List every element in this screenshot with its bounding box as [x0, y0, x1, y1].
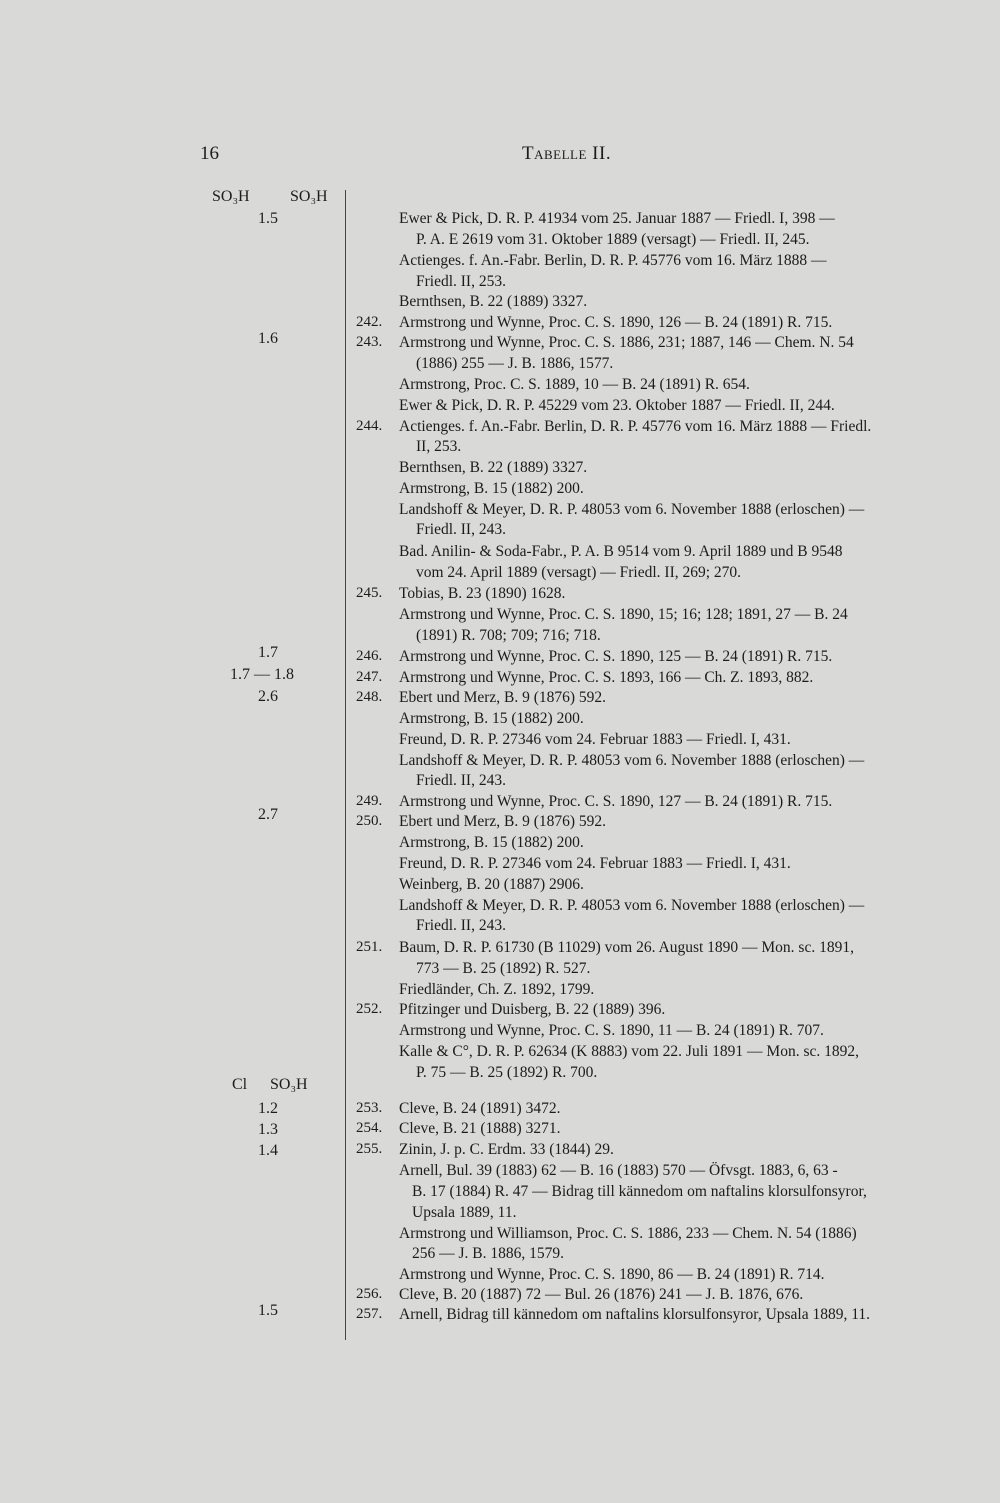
reference-line: Ebert und Merz, B. 9 (1876) 592. — [399, 689, 607, 706]
reference-line: Weinberg, B. 20 (1887) 2906. — [399, 876, 584, 893]
reference-line: Kalle & C°, D. R. P. 62634 (K 8883) vom 22. Juli 1891 — Mon. sc. 1892, — [399, 1043, 860, 1060]
entry-number: 250. — [356, 813, 383, 829]
entry-number: 247. — [356, 669, 383, 685]
column-head-so3h-3: SO₃H — [270, 1076, 308, 1093]
column-head-so3h-2: SO₃H — [290, 188, 328, 205]
position-label: 1.7 — [258, 644, 278, 661]
entry-number: 254. — [356, 1120, 383, 1136]
reference-line: Armstrong und Wynne, Proc. C. S. 1893, 166 — Ch. Z. 1893, 882. — [399, 669, 814, 686]
reference-line: Arnell, Bul. 39 (1883) 62 — B. 16 (1883) 570 — Öfvsgt. 1883, 6, 63 - — [399, 1162, 838, 1179]
position-label: 1.6 — [258, 330, 278, 347]
reference-line: Actienges. f. An.-Fabr. Berlin, D. R. P. 45776 vom 16. März 1888 — — [399, 252, 827, 269]
position-label: 2.7 — [258, 806, 278, 823]
reference-line: B. 17 (1884) R. 47 — Bidrag till kännedom om naftalins klorsulfonsyror, — [412, 1183, 867, 1200]
reference-line: Landshoff & Meyer, D. R. P. 48053 vom 6. November 1888 (erloschen) — — [399, 501, 865, 518]
reference-line: Armstrong und Wynne, Proc. C. S. 1890, 86 — B. 24 (1891) R. 714. — [399, 1266, 825, 1283]
reference-line: Baum, D. R. P. 61730 (B 11029) vom 26. August 1890 — Mon. sc. 1891, — [399, 939, 854, 956]
reference-line: 256 — J. B. 1886, 1579. — [412, 1245, 564, 1262]
reference-line: Ewer & Pick, D. R. P. 41934 vom 25. Januar 1887 — Friedl. I, 398 — — [399, 210, 835, 227]
reference-line: Armstrong und Wynne, Proc. C. S. 1890, 127 — B. 24 (1891) R. 715. — [399, 793, 833, 810]
entry-number: 255. — [356, 1141, 383, 1157]
entry-number: 246. — [356, 648, 383, 664]
reference-line: Bernthsen, B. 22 (1889) 3327. — [399, 293, 588, 310]
column-head-cl: Cl — [232, 1076, 248, 1093]
reference-line: Cleve, B. 21 (1888) 3271. — [399, 1120, 561, 1137]
reference-line: Freund, D. R. P. 27346 vom 24. Februar 1883 — Friedl. I, 431. — [399, 731, 791, 748]
entry-number: 253. — [356, 1100, 383, 1116]
reference-line: Armstrong und Wynne, Proc. C. S. 1886, 231; 1887, 146 — Chem. N. 54 — [399, 334, 854, 351]
entry-number: 252. — [356, 1001, 383, 1017]
reference-line: Actienges. f. An.-Fabr. Berlin, D. R. P. 45776 vom 16. März 1888 — Friedl. — [399, 418, 872, 435]
entry-number: 245. — [356, 585, 383, 601]
position-label: 1.2 — [258, 1100, 278, 1117]
reference-line: Arnell, Bidrag till kännedom om naftalins klorsulfonsyror, Upsala 1889, 11. — [399, 1306, 871, 1323]
position-label: 1.3 — [258, 1121, 278, 1138]
reference-line: Ebert und Merz, B. 9 (1876) 592. — [399, 813, 607, 830]
position-label: 1.5 — [258, 210, 278, 227]
reference-line: Freund, D. R. P. 27346 vom 24. Februar 1883 — Friedl. I, 431. — [399, 855, 791, 872]
reference-line: Friedl. II, 243. — [416, 521, 506, 538]
reference-line: Upsala 1889, 11. — [412, 1204, 517, 1221]
reference-line: Armstrong und Williamson, Proc. C. S. 1886, 233 — Chem. N. 54 (1886) — [399, 1225, 857, 1242]
entry-number: 242. — [356, 314, 383, 330]
page-number: 16 — [200, 143, 219, 164]
page-title: Tabelle II. — [522, 143, 612, 164]
reference-line: Tobias, B. 23 (1890) 1628. — [399, 585, 566, 602]
reference-line: Ewer & Pick, D. R. P. 45229 vom 23. Oktober 1887 — Friedl. II, 244. — [399, 397, 835, 414]
entry-number: 251. — [356, 939, 383, 955]
reference-line: Zinin, J. p. C. Erdm. 33 (1844) 29. — [399, 1141, 614, 1158]
reference-line: Friedl. II, 253. — [416, 273, 506, 290]
reference-line: Armstrong und Wynne, Proc. C. S. 1890, 126 — B. 24 (1891) R. 715. — [399, 314, 833, 331]
reference-line: Cleve, B. 24 (1891) 3472. — [399, 1100, 561, 1117]
entry-number: 249. — [356, 793, 383, 809]
reference-line: Bad. Anilin- & Soda-Fabr., P. A. B 9514 vom 9. April 1889 und B 9548 — [399, 543, 843, 560]
column-head-so3h-1: SO₃H — [212, 188, 250, 205]
position-label: 1.5 — [258, 1302, 278, 1319]
column-divider — [345, 190, 346, 1340]
reference-line: Landshoff & Meyer, D. R. P. 48053 vom 6. November 1888 (erloschen) — — [399, 752, 865, 769]
reference-line: Armstrong, B. 15 (1882) 200. — [399, 834, 584, 851]
position-label: 1.4 — [258, 1142, 278, 1159]
reference-line: (1886) 255 — J. B. 1886, 1577. — [416, 355, 614, 372]
reference-line: 773 — B. 25 (1892) R. 527. — [416, 960, 591, 977]
reference-line: Pfitzinger und Duisberg, B. 22 (1889) 396. — [399, 1001, 666, 1018]
reference-line: Friedl. II, 243. — [416, 917, 506, 934]
reference-line: Armstrong und Wynne, Proc. C. S. 1890, 15; 16; 128; 1891, 27 — B. 24 — [399, 606, 848, 623]
entry-number: 244. — [356, 418, 383, 434]
reference-line: II, 253. — [416, 438, 462, 455]
reference-line: Cleve, B. 20 (1887) 72 — Bul. 26 (1876) 241 — J. B. 1876, 676. — [399, 1286, 804, 1303]
entry-number: 256. — [356, 1286, 383, 1302]
reference-line: vom 24. April 1889 (versagt) — Friedl. II, 269; 270. — [416, 564, 742, 581]
entry-number: 243. — [356, 334, 383, 350]
reference-line: Armstrong, Proc. C. S. 1889, 10 — B. 24 (1891) R. 654. — [399, 376, 750, 393]
reference-line: Friedl. II, 243. — [416, 772, 506, 789]
reference-line: Armstrong, B. 15 (1882) 200. — [399, 710, 584, 727]
reference-line: (1891) R. 708; 709; 716; 718. — [416, 627, 601, 644]
reference-line: P. A. E 2619 vom 31. Oktober 1889 (versagt) — Friedl. II, 245. — [416, 231, 810, 248]
reference-line: Landshoff & Meyer, D. R. P. 48053 vom 6. November 1888 (erloschen) — — [399, 897, 865, 914]
reference-line: Armstrong und Wynne, Proc. C. S. 1890, 11 — B. 24 (1891) R. 707. — [399, 1022, 824, 1039]
reference-line: Friedländer, Ch. Z. 1892, 1799. — [399, 981, 595, 998]
reference-line: Armstrong, B. 15 (1882) 200. — [399, 480, 584, 497]
reference-line: Armstrong und Wynne, Proc. C. S. 1890, 125 — B. 24 (1891) R. 715. — [399, 648, 833, 665]
reference-line: P. 75 — B. 25 (1892) R. 700. — [416, 1064, 598, 1081]
entry-number: 248. — [356, 689, 383, 705]
position-label: 2.6 — [258, 688, 278, 705]
reference-line: Bernthsen, B. 22 (1889) 3327. — [399, 459, 588, 476]
entry-number: 257. — [356, 1306, 383, 1322]
position-label: 1.7 — 1.8 — [230, 666, 294, 683]
